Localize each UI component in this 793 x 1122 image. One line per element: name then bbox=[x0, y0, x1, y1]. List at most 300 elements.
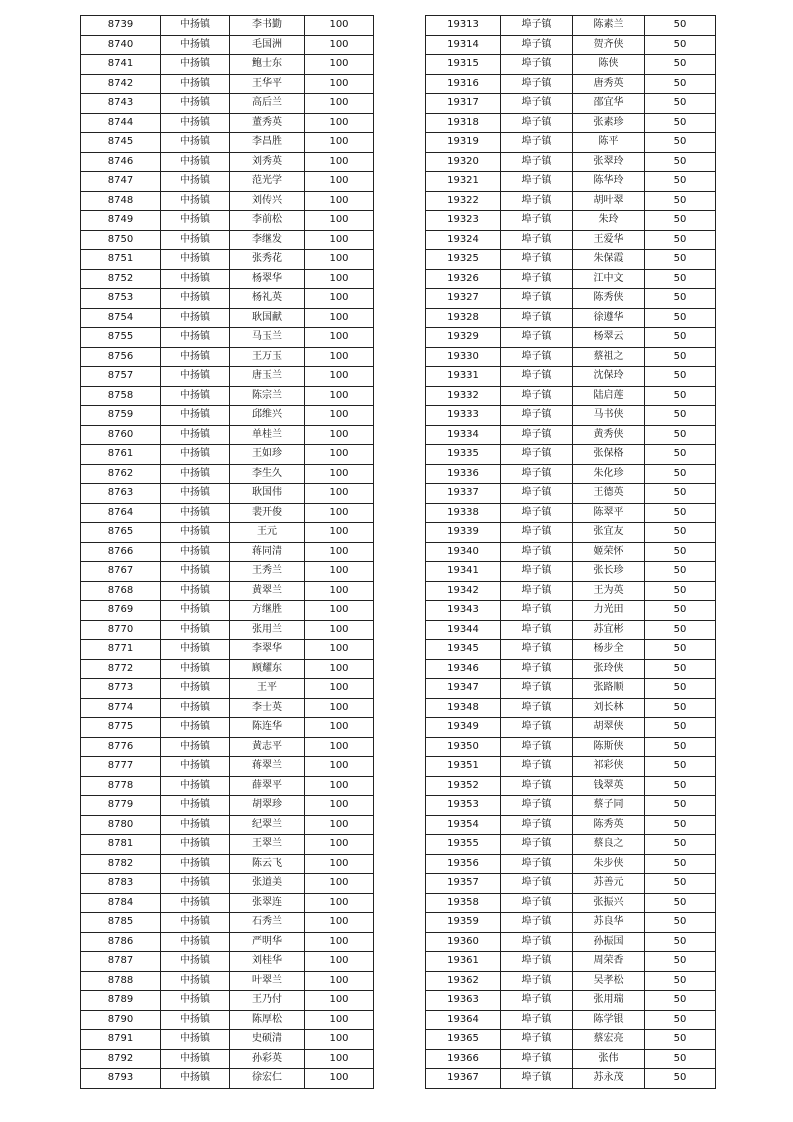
row-number-cell: 19361 bbox=[426, 952, 501, 972]
town-cell: 埠子镇 bbox=[501, 523, 573, 543]
name-cell: 陈厚松 bbox=[230, 1010, 305, 1030]
amount-cell: 50 bbox=[645, 113, 716, 133]
town-cell: 中扬镇 bbox=[161, 737, 230, 757]
town-cell: 中扬镇 bbox=[161, 406, 230, 426]
row-number-cell: 8766 bbox=[81, 542, 161, 562]
name-cell: 杨步全 bbox=[573, 640, 645, 660]
amount-cell: 50 bbox=[645, 601, 716, 621]
table-row bbox=[81, 620, 374, 640]
table-row bbox=[426, 386, 716, 406]
town-cell: 中扬镇 bbox=[161, 386, 230, 406]
table-row bbox=[426, 601, 716, 621]
amount-cell: 100 bbox=[305, 581, 374, 601]
amount-cell: 100 bbox=[305, 94, 374, 114]
town-cell: 中扬镇 bbox=[161, 55, 230, 75]
amount-cell: 50 bbox=[645, 308, 716, 328]
name-cell: 朱化珍 bbox=[573, 464, 645, 484]
amount-cell: 50 bbox=[645, 737, 716, 757]
table-row bbox=[426, 289, 716, 309]
town-cell: 中扬镇 bbox=[161, 445, 230, 465]
name-cell: 李继发 bbox=[230, 230, 305, 250]
table-row bbox=[426, 211, 716, 231]
amount-cell: 100 bbox=[305, 269, 374, 289]
row-number-cell: 19335 bbox=[426, 445, 501, 465]
row-number-cell: 8749 bbox=[81, 211, 161, 231]
row-number-cell: 8768 bbox=[81, 581, 161, 601]
name-cell: 张用瑞 bbox=[573, 991, 645, 1011]
amount-cell: 50 bbox=[645, 269, 716, 289]
name-cell: 孙彩英 bbox=[230, 1049, 305, 1069]
row-number-cell: 8770 bbox=[81, 620, 161, 640]
town-cell: 中扬镇 bbox=[161, 308, 230, 328]
row-number-cell: 19363 bbox=[426, 991, 501, 1011]
town-cell: 埠子镇 bbox=[501, 991, 573, 1011]
table-row bbox=[81, 172, 374, 192]
town-cell: 中扬镇 bbox=[161, 367, 230, 387]
row-number-cell: 8757 bbox=[81, 367, 161, 387]
amount-cell: 50 bbox=[645, 835, 716, 855]
table-row bbox=[81, 484, 374, 504]
row-number-cell: 8743 bbox=[81, 94, 161, 114]
amount-cell: 50 bbox=[645, 250, 716, 270]
table-row bbox=[426, 952, 716, 972]
amount-cell: 100 bbox=[305, 172, 374, 192]
table-row bbox=[426, 718, 716, 738]
town-cell: 中扬镇 bbox=[161, 854, 230, 874]
town-cell: 埠子镇 bbox=[501, 581, 573, 601]
town-cell: 埠子镇 bbox=[501, 620, 573, 640]
town-cell: 中扬镇 bbox=[161, 893, 230, 913]
amount-cell: 100 bbox=[305, 913, 374, 933]
row-number-cell: 19333 bbox=[426, 406, 501, 426]
town-cell: 埠子镇 bbox=[501, 562, 573, 582]
amount-cell: 100 bbox=[305, 191, 374, 211]
town-cell: 中扬镇 bbox=[161, 1030, 230, 1050]
table-row bbox=[81, 367, 374, 387]
town-cell: 中扬镇 bbox=[161, 230, 230, 250]
row-number-cell: 19320 bbox=[426, 152, 501, 172]
name-cell: 张伟 bbox=[573, 1049, 645, 1069]
town-cell: 中扬镇 bbox=[161, 698, 230, 718]
name-cell: 徐宏仁 bbox=[230, 1069, 305, 1089]
row-number-cell: 8787 bbox=[81, 952, 161, 972]
amount-cell: 100 bbox=[305, 445, 374, 465]
table-row bbox=[426, 191, 716, 211]
row-number-cell: 8762 bbox=[81, 464, 161, 484]
row-number-cell: 19318 bbox=[426, 113, 501, 133]
row-number-cell: 8755 bbox=[81, 328, 161, 348]
row-number-cell: 19340 bbox=[426, 542, 501, 562]
name-cell: 黄志平 bbox=[230, 737, 305, 757]
name-cell: 王秀兰 bbox=[230, 562, 305, 582]
amount-cell: 100 bbox=[305, 74, 374, 94]
town-cell: 埠子镇 bbox=[501, 698, 573, 718]
table-row bbox=[426, 620, 716, 640]
row-number-cell: 19316 bbox=[426, 74, 501, 94]
name-cell: 吴孝松 bbox=[573, 971, 645, 991]
name-cell: 朱玲 bbox=[573, 211, 645, 231]
table-row bbox=[81, 386, 374, 406]
table-row bbox=[426, 269, 716, 289]
amount-cell: 50 bbox=[645, 328, 716, 348]
amount-cell: 50 bbox=[645, 35, 716, 55]
name-cell: 姬荣怀 bbox=[573, 542, 645, 562]
town-cell: 中扬镇 bbox=[161, 659, 230, 679]
amount-cell: 100 bbox=[305, 737, 374, 757]
name-cell: 黄翠兰 bbox=[230, 581, 305, 601]
table-row bbox=[81, 932, 374, 952]
table-row bbox=[81, 1049, 374, 1069]
name-cell: 张玲侠 bbox=[573, 659, 645, 679]
town-cell: 埠子镇 bbox=[501, 269, 573, 289]
town-cell: 埠子镇 bbox=[501, 776, 573, 796]
town-cell: 中扬镇 bbox=[161, 952, 230, 972]
amount-cell: 100 bbox=[305, 659, 374, 679]
table-row bbox=[81, 659, 374, 679]
amount-cell: 50 bbox=[645, 464, 716, 484]
town-cell: 中扬镇 bbox=[161, 74, 230, 94]
amount-cell: 100 bbox=[305, 250, 374, 270]
amount-cell: 100 bbox=[305, 386, 374, 406]
name-cell: 陈斯侠 bbox=[573, 737, 645, 757]
table-row bbox=[81, 425, 374, 445]
town-cell: 埠子镇 bbox=[501, 737, 573, 757]
table-row bbox=[426, 913, 716, 933]
table-row bbox=[426, 172, 716, 192]
row-number-cell: 19366 bbox=[426, 1049, 501, 1069]
name-cell: 蔡子同 bbox=[573, 796, 645, 816]
table-row bbox=[426, 542, 716, 562]
row-number-cell: 19321 bbox=[426, 172, 501, 192]
town-cell: 埠子镇 bbox=[501, 425, 573, 445]
name-cell: 李士英 bbox=[230, 698, 305, 718]
table-row bbox=[426, 347, 716, 367]
row-number-cell: 19346 bbox=[426, 659, 501, 679]
amount-cell: 50 bbox=[645, 445, 716, 465]
name-cell: 高后兰 bbox=[230, 94, 305, 114]
amount-cell: 50 bbox=[645, 542, 716, 562]
amount-cell: 50 bbox=[645, 893, 716, 913]
table-row bbox=[81, 1010, 374, 1030]
table-row bbox=[426, 328, 716, 348]
amount-cell: 100 bbox=[305, 464, 374, 484]
town-cell: 中扬镇 bbox=[161, 484, 230, 504]
row-number-cell: 8746 bbox=[81, 152, 161, 172]
town-cell: 中扬镇 bbox=[161, 289, 230, 309]
town-cell: 中扬镇 bbox=[161, 581, 230, 601]
town-cell: 埠子镇 bbox=[501, 854, 573, 874]
row-number-cell: 19339 bbox=[426, 523, 501, 543]
row-number-cell: 19354 bbox=[426, 815, 501, 835]
town-cell: 中扬镇 bbox=[161, 16, 230, 36]
amount-cell: 50 bbox=[645, 406, 716, 426]
row-number-cell: 8745 bbox=[81, 133, 161, 153]
amount-cell: 50 bbox=[645, 815, 716, 835]
table-row bbox=[81, 893, 374, 913]
town-cell: 埠子镇 bbox=[501, 74, 573, 94]
town-cell: 埠子镇 bbox=[501, 718, 573, 738]
name-cell: 苏宜彬 bbox=[573, 620, 645, 640]
amount-cell: 50 bbox=[645, 367, 716, 387]
row-number-cell: 19338 bbox=[426, 503, 501, 523]
town-cell: 埠子镇 bbox=[501, 932, 573, 952]
name-cell: 钱翠英 bbox=[573, 776, 645, 796]
row-number-cell: 19352 bbox=[426, 776, 501, 796]
name-cell: 王华平 bbox=[230, 74, 305, 94]
name-cell: 蔡宏亮 bbox=[573, 1030, 645, 1050]
name-cell: 陈平 bbox=[573, 133, 645, 153]
row-number-cell: 8776 bbox=[81, 737, 161, 757]
left-roster-table bbox=[80, 15, 374, 1089]
amount-cell: 50 bbox=[645, 679, 716, 699]
name-cell: 张用兰 bbox=[230, 620, 305, 640]
town-cell: 埠子镇 bbox=[501, 230, 573, 250]
name-cell: 张翠连 bbox=[230, 893, 305, 913]
amount-cell: 50 bbox=[645, 796, 716, 816]
amount-cell: 50 bbox=[645, 776, 716, 796]
table-row bbox=[426, 932, 716, 952]
town-cell: 埠子镇 bbox=[501, 113, 573, 133]
row-number-cell: 8782 bbox=[81, 854, 161, 874]
table-row bbox=[81, 55, 374, 75]
amount-cell: 50 bbox=[645, 991, 716, 1011]
table-row bbox=[426, 776, 716, 796]
table-row bbox=[426, 230, 716, 250]
name-cell: 耿国伟 bbox=[230, 484, 305, 504]
table-row bbox=[426, 835, 716, 855]
table-row bbox=[81, 679, 374, 699]
table-row bbox=[426, 815, 716, 835]
name-cell: 毛国洲 bbox=[230, 35, 305, 55]
town-cell: 中扬镇 bbox=[161, 1069, 230, 1089]
town-cell: 中扬镇 bbox=[161, 562, 230, 582]
name-cell: 陈素兰 bbox=[573, 16, 645, 36]
name-cell: 蒋同清 bbox=[230, 542, 305, 562]
row-number-cell: 8765 bbox=[81, 523, 161, 543]
row-number-cell: 8774 bbox=[81, 698, 161, 718]
table-row bbox=[426, 250, 716, 270]
town-cell: 埠子镇 bbox=[501, 815, 573, 835]
amount-cell: 50 bbox=[645, 289, 716, 309]
table-row bbox=[426, 484, 716, 504]
name-cell: 王如珍 bbox=[230, 445, 305, 465]
left-table-body bbox=[81, 16, 374, 1089]
amount-cell: 100 bbox=[305, 562, 374, 582]
town-cell: 中扬镇 bbox=[161, 640, 230, 660]
amount-cell: 100 bbox=[305, 347, 374, 367]
name-cell: 祁彩侠 bbox=[573, 757, 645, 777]
row-number-cell: 8777 bbox=[81, 757, 161, 777]
row-number-cell: 19360 bbox=[426, 932, 501, 952]
row-number-cell: 8791 bbox=[81, 1030, 161, 1050]
row-number-cell: 19329 bbox=[426, 328, 501, 348]
row-number-cell: 8748 bbox=[81, 191, 161, 211]
town-cell: 埠子镇 bbox=[501, 133, 573, 153]
name-cell: 单桂兰 bbox=[230, 425, 305, 445]
amount-cell: 100 bbox=[305, 854, 374, 874]
amount-cell: 50 bbox=[645, 1010, 716, 1030]
amount-cell: 100 bbox=[305, 523, 374, 543]
row-number-cell: 19324 bbox=[426, 230, 501, 250]
right-table-body bbox=[426, 16, 716, 1089]
name-cell: 徐遵华 bbox=[573, 308, 645, 328]
town-cell: 中扬镇 bbox=[161, 191, 230, 211]
row-number-cell: 19355 bbox=[426, 835, 501, 855]
table-row bbox=[81, 74, 374, 94]
row-number-cell: 8781 bbox=[81, 835, 161, 855]
table-row bbox=[426, 796, 716, 816]
table-row bbox=[81, 601, 374, 621]
name-cell: 张振兴 bbox=[573, 893, 645, 913]
town-cell: 埠子镇 bbox=[501, 386, 573, 406]
amount-cell: 100 bbox=[305, 952, 374, 972]
table-row bbox=[426, 1069, 716, 1089]
name-cell: 李翠华 bbox=[230, 640, 305, 660]
amount-cell: 50 bbox=[645, 1030, 716, 1050]
table-row bbox=[426, 737, 716, 757]
table-row bbox=[81, 796, 374, 816]
table-row bbox=[426, 1030, 716, 1050]
amount-cell: 50 bbox=[645, 172, 716, 192]
amount-cell: 100 bbox=[305, 698, 374, 718]
table-row bbox=[426, 94, 716, 114]
town-cell: 中扬镇 bbox=[161, 757, 230, 777]
row-number-cell: 8754 bbox=[81, 308, 161, 328]
town-cell: 埠子镇 bbox=[501, 1069, 573, 1089]
amount-cell: 100 bbox=[305, 932, 374, 952]
row-number-cell: 8752 bbox=[81, 269, 161, 289]
name-cell: 鲍士东 bbox=[230, 55, 305, 75]
name-cell: 王平 bbox=[230, 679, 305, 699]
row-number-cell: 8792 bbox=[81, 1049, 161, 1069]
row-number-cell: 19317 bbox=[426, 94, 501, 114]
name-cell: 张道美 bbox=[230, 874, 305, 894]
row-number-cell: 8788 bbox=[81, 971, 161, 991]
town-cell: 中扬镇 bbox=[161, 250, 230, 270]
table-row bbox=[81, 191, 374, 211]
town-cell: 埠子镇 bbox=[501, 640, 573, 660]
name-cell: 蔡祖之 bbox=[573, 347, 645, 367]
name-cell: 贺齐侠 bbox=[573, 35, 645, 55]
amount-cell: 100 bbox=[305, 503, 374, 523]
name-cell: 苏善元 bbox=[573, 874, 645, 894]
amount-cell: 50 bbox=[645, 698, 716, 718]
town-cell: 埠子镇 bbox=[501, 893, 573, 913]
name-cell: 耿国献 bbox=[230, 308, 305, 328]
table-row bbox=[426, 464, 716, 484]
town-cell: 中扬镇 bbox=[161, 796, 230, 816]
town-cell: 中扬镇 bbox=[161, 133, 230, 153]
table-row bbox=[81, 913, 374, 933]
name-cell: 王乃付 bbox=[230, 991, 305, 1011]
table-row bbox=[426, 1010, 716, 1030]
table-row bbox=[81, 289, 374, 309]
amount-cell: 100 bbox=[305, 1049, 374, 1069]
table-row bbox=[81, 328, 374, 348]
row-number-cell: 8761 bbox=[81, 445, 161, 465]
town-cell: 中扬镇 bbox=[161, 1010, 230, 1030]
table-row bbox=[81, 113, 374, 133]
town-cell: 埠子镇 bbox=[501, 484, 573, 504]
row-number-cell: 8772 bbox=[81, 659, 161, 679]
amount-cell: 50 bbox=[645, 874, 716, 894]
table-row bbox=[426, 445, 716, 465]
town-cell: 中扬镇 bbox=[161, 718, 230, 738]
town-cell: 埠子镇 bbox=[501, 35, 573, 55]
amount-cell: 100 bbox=[305, 406, 374, 426]
table-row bbox=[81, 445, 374, 465]
table-row bbox=[426, 854, 716, 874]
town-cell: 中扬镇 bbox=[161, 815, 230, 835]
town-cell: 中扬镇 bbox=[161, 835, 230, 855]
town-cell: 埠子镇 bbox=[501, 152, 573, 172]
name-cell: 石秀兰 bbox=[230, 913, 305, 933]
town-cell: 中扬镇 bbox=[161, 211, 230, 231]
amount-cell: 100 bbox=[305, 289, 374, 309]
town-cell: 埠子镇 bbox=[501, 1049, 573, 1069]
name-cell: 胡叶翠 bbox=[573, 191, 645, 211]
row-number-cell: 19337 bbox=[426, 484, 501, 504]
town-cell: 埠子镇 bbox=[501, 16, 573, 36]
row-number-cell: 19322 bbox=[426, 191, 501, 211]
amount-cell: 100 bbox=[305, 874, 374, 894]
row-number-cell: 8747 bbox=[81, 172, 161, 192]
name-cell: 孙振国 bbox=[573, 932, 645, 952]
row-number-cell: 19341 bbox=[426, 562, 501, 582]
town-cell: 埠子镇 bbox=[501, 679, 573, 699]
name-cell: 李昌胜 bbox=[230, 133, 305, 153]
name-cell: 刘秀英 bbox=[230, 152, 305, 172]
town-cell: 埠子镇 bbox=[501, 464, 573, 484]
name-cell: 唐秀英 bbox=[573, 74, 645, 94]
row-number-cell: 19328 bbox=[426, 308, 501, 328]
row-number-cell: 8756 bbox=[81, 347, 161, 367]
table-row bbox=[81, 133, 374, 153]
town-cell: 埠子镇 bbox=[501, 757, 573, 777]
table-row bbox=[426, 1049, 716, 1069]
name-cell: 叶翠兰 bbox=[230, 971, 305, 991]
row-number-cell: 19350 bbox=[426, 737, 501, 757]
name-cell: 刘长林 bbox=[573, 698, 645, 718]
name-cell: 张路顺 bbox=[573, 679, 645, 699]
name-cell: 王爱华 bbox=[573, 230, 645, 250]
name-cell: 张秀花 bbox=[230, 250, 305, 270]
town-cell: 中扬镇 bbox=[161, 991, 230, 1011]
name-cell: 朱保霞 bbox=[573, 250, 645, 270]
table-row bbox=[426, 113, 716, 133]
town-cell: 埠子镇 bbox=[501, 347, 573, 367]
amount-cell: 100 bbox=[305, 542, 374, 562]
table-row bbox=[81, 542, 374, 562]
name-cell: 陈宗兰 bbox=[230, 386, 305, 406]
amount-cell: 50 bbox=[645, 16, 716, 36]
town-cell: 埠子镇 bbox=[501, 289, 573, 309]
name-cell: 李书勤 bbox=[230, 16, 305, 36]
town-cell: 中扬镇 bbox=[161, 601, 230, 621]
town-cell: 中扬镇 bbox=[161, 620, 230, 640]
amount-cell: 100 bbox=[305, 718, 374, 738]
town-cell: 埠子镇 bbox=[501, 191, 573, 211]
amount-cell: 50 bbox=[645, 1069, 716, 1089]
town-cell: 中扬镇 bbox=[161, 523, 230, 543]
amount-cell: 100 bbox=[305, 815, 374, 835]
amount-cell: 100 bbox=[305, 55, 374, 75]
table-row bbox=[81, 835, 374, 855]
town-cell: 中扬镇 bbox=[161, 464, 230, 484]
row-number-cell: 19367 bbox=[426, 1069, 501, 1089]
row-number-cell: 19327 bbox=[426, 289, 501, 309]
town-cell: 埠子镇 bbox=[501, 172, 573, 192]
